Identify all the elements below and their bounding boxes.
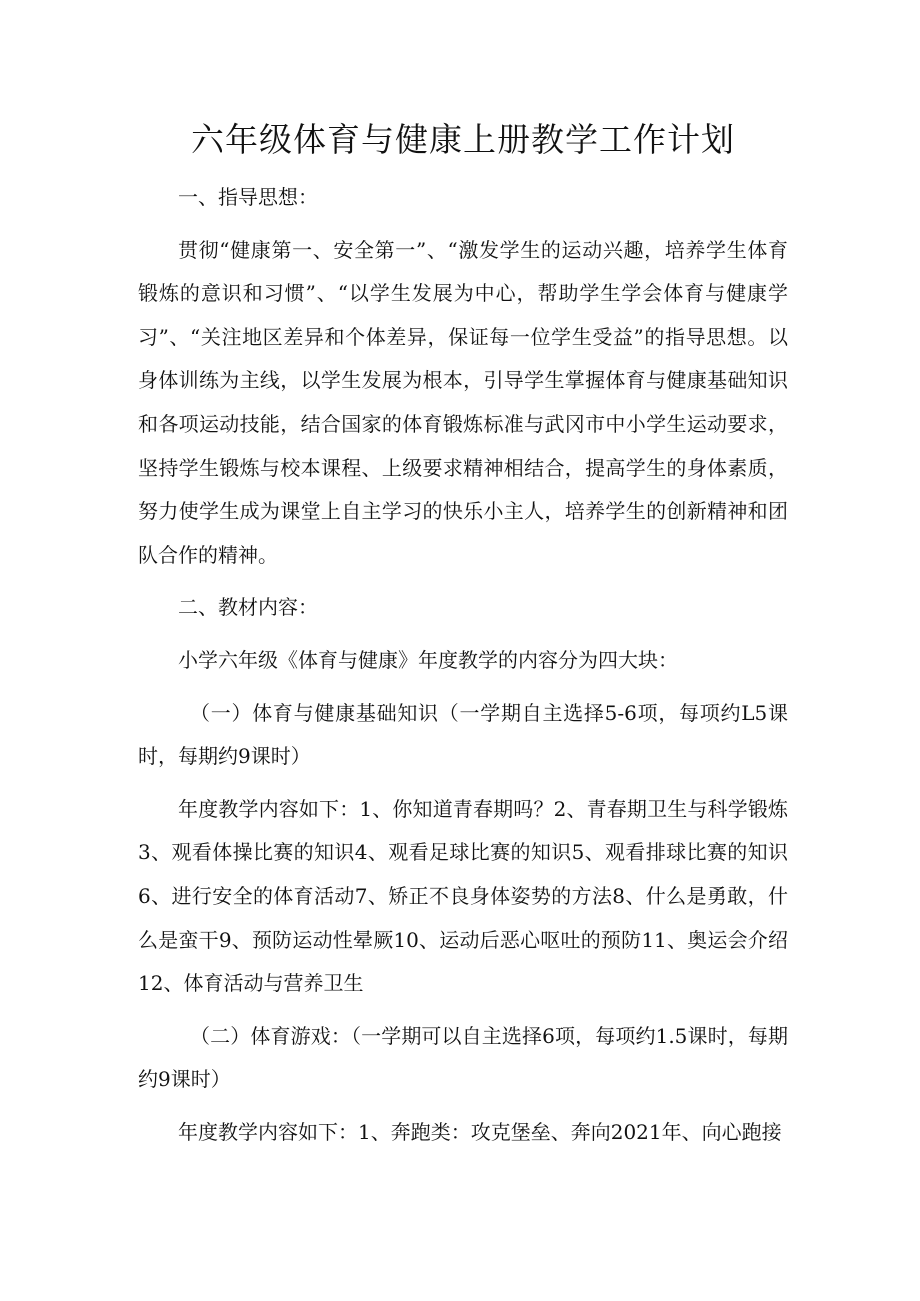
spacer [138, 577, 788, 586]
teaching-materials-intro: 小学六年级《体育与健康》年度教学的内容分为四大块： [178, 647, 678, 672]
section-heading-teaching-materials: 二、教材内容： [178, 595, 318, 620]
guiding-ideology-paragraph: 贯彻“健康第一、安全第一”、“激发学生的运动兴趣，培养学生体育锻炼的意识和习惯”、“以学生发展为中心，帮助学生学会体育与健康学习”、“关注地区差异和个体差异，保证每一位学生受益”的指导思想。以身体训练为主线，以学生发展为根本，引导学生掌握体育与健康基础知识和各项运动技能，结合国家的体育锻炼标准与武冈市中小学生运动要求，坚持学生锻炼与校本课程、上级要求精神相结合，提高学生的身体素质，努力使学生成为课堂上自主学习的快乐小主人，培养学生的创新精神和团队合作的精神。 [138, 237, 788, 567]
spacer [138, 683, 788, 692]
part1-content-list: 年度教学内容如下：1、你知道青春期吗？2、青春期卫生与科学锻炼3、观看体操比赛的知识4、观看足球比赛的知识5、观看排球比赛的知识6、进行安全的体育活动7、矫正不良身体姿势的方法8、什么是勇敢，什么是蛮干9、预防运动性晕厥10、运动后恶心呕吐的预防11、奥运会介绍12、体育活动与营养卫生 [138, 796, 788, 996]
spacer [138, 1102, 788, 1111]
part2-content-list: 年度教学内容如下：1、奔跑类：攻克堡垒、奔向2021年、向心跑接 [178, 1119, 782, 1144]
spacer [138, 630, 788, 639]
spacer [138, 1006, 788, 1015]
part1-heading-basic-knowledge: （一）体育与健康基础知识（一学期自主选择5-6项，每项约L5课时，每期约9课时） [138, 700, 788, 769]
spacer [138, 220, 788, 229]
part2-heading-sports-games: （二）体育游戏：（一学期可以自主选择6项，每项约1.5课时，每期约9课时） [138, 1023, 788, 1092]
spacer [138, 779, 788, 788]
section-heading-guiding-ideology: 一、指导思想： [178, 185, 318, 209]
document-title: 六年级体育与健康上册教学工作计划 [191, 120, 735, 159]
